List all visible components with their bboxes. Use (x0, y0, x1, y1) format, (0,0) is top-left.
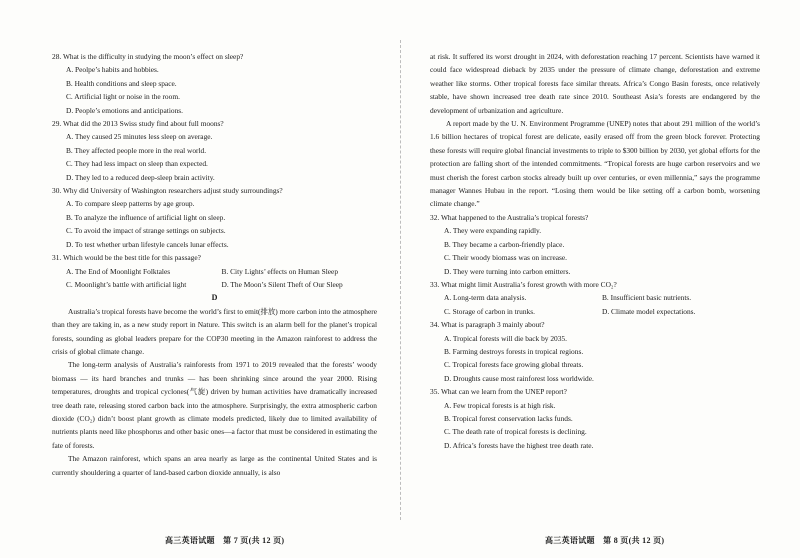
q31-option-d: D. The Moon’s Silent Theft of Our Sleep (221, 279, 343, 289)
q32-option-a: A. They were expanding rapidly. (444, 226, 542, 236)
question-33-stem: 33. What might limit Australia’s forest growth with more CO₂? (430, 279, 617, 289)
q35-option-b: B. Tropical forest conservation lacks funds. (444, 413, 573, 423)
passage-paragraph-1: Australia’s tropical forests have become the world’s first to emit(排放) more carbon into the atmosphere than they are taking in, as a new study report in Nature. This switch is an alarm bell for the planet’s tropical forests, sounding as global leaders prepare for the COP30 meeting in the Amazon rainforest to address the crisis of global climate change. (52, 306, 377, 356)
q31-options-row-1 (66, 265, 377, 278)
q30-option-d: D. To test whether urban lifestyle cancels lunar effects. (66, 239, 229, 249)
q28-option-d: D. People’s emotions and anticipations. (66, 105, 184, 115)
left-page-column (52, 50, 377, 479)
section-heading-d: D (211, 293, 218, 303)
q29-option-b: B. They affected people more in the real world. (66, 145, 207, 155)
passage-paragraph-2: The long-term analysis of Australia’s rainforests from 1971 to 2019 revealed that the forests’ woody biomass — its hard branches and trunks — has been shrinking since around the year 2000. Rising temperatures, droughts and tropical cyclones(气旋) driven by human activities have dramatically increased tree death rate, releasing stored carbon back into the atmosphere. Surprisingly, the extra atmospheric carbon dioxide (CO₂) didn’t boost plant growth as climate models predicted, likely due to limited availability of nutrients plants need like phosphorus and other basic ones—a factor that must be considered in estimating the fate of forests. (52, 360, 377, 450)
q31-option-b: B. City Lights’ effects on Human Sleep (221, 266, 339, 276)
q34-option-b: B. Farming destroys forests in tropical regions. (444, 346, 584, 356)
passage-paragraph-4: A report made by the U. N. Environment Programme (UNEP) notes that about 291 million of the world’s 1.6 billion hectares of tropical forest are delicate, easily erased off from the green block forever. Protecting these forests will require global financial investments to triple to $300 billion by 2030, yet global efforts for the protection are falling short of the intended commitments. “Tropical forests are huge carbon reservoirs and we must cherish the forest carbon stocks already built up over centuries, or even millennia,” says the programme manager Wannes Hubau in the report. “Losing them would be like setting off a carbon bomb, worsening climate change.” (430, 119, 760, 209)
right-page-column (430, 50, 760, 452)
page-footer-left: 高三英语试题 第 7 页(共 12 页) (165, 536, 285, 545)
q28-option-c: C. Artificial light or noise in the room. (66, 92, 180, 102)
question-32-stem: 32. What happened to the Australia’s tropical forests? (430, 212, 589, 222)
question-31-stem: 31. Which would be the best title for this passage? (52, 253, 201, 263)
question-28-stem: 28. What is the difficulty in studying the moon’s effect on sleep? (52, 52, 244, 61)
q28-option-b: B. Health conditions and sleep space. (66, 78, 177, 88)
q34-option-a: A. Tropical forests will die back by 2035. (444, 333, 567, 343)
q33-options-row-2 (444, 305, 760, 318)
q32-option-b: B. They became a carbon-friendly place. (444, 239, 565, 249)
q32-option-d: D. They were turning into carbon emitters. (444, 266, 571, 276)
q31-option-c: C. Moonlight’s battle with artificial light (66, 279, 187, 289)
page-divider (400, 40, 401, 520)
passage-paragraph-3-continued: at risk. It suffered its worst drought in 2024, with deforestation reaching 17 percent. Scientists have warned it could face widespread dieback by 2035 under the pressure of climate change, deforestation and extreme weather like storms. Other tropical forests face similar threats. Africa’s Congo Basin forests, once relatively stable, have shown increased tree death rate since 2010. Southeast Asia’s forests are endangered by the development of urbanization and agriculture. (430, 52, 760, 115)
q33-option-a: A. Long-term data analysis. (444, 293, 527, 303)
q33-options-row-1 (444, 291, 760, 304)
q32-option-c: C. Their woody biomass was on increase. (444, 253, 568, 263)
passage-paragraph-3: The Amazon rainforest, which spans an area nearly as large as the continental United States and is currently shouldering a quarter of land-based carbon dioxide annually, is also (52, 454, 377, 477)
q33-option-b: B. Insufficient basic nutrients. (602, 293, 692, 303)
question-34-stem: 34. What is paragraph 3 mainly about? (430, 320, 545, 330)
q31-option-a: A. The End of Moonlight Folktales (66, 266, 171, 276)
q29-option-a: A. They caused 25 minutes less sleep on average. (66, 132, 213, 142)
q34-option-d: D. Droughts cause most rainforest loss worldwide. (444, 373, 594, 383)
q35-option-d: D. Africa’s forests have the highest tree death rate. (444, 440, 594, 450)
question-29-stem: 29. What did the 2013 Swiss study find about full moons? (52, 119, 224, 129)
q34-option-c: C. Tropical forests face growing global threats. (444, 360, 584, 370)
q30-option-b: B. To analyze the influence of artificial light on sleep. (66, 212, 226, 222)
question-30-stem: 30. Why did University of Washington researchers adjust study surroundings? (52, 186, 283, 196)
q29-option-c: C. They had less impact on sleep than expected. (66, 159, 208, 169)
q35-option-c: C. The death rate of tropical forests is declining. (444, 427, 587, 437)
q33-option-d: D. Climate model expectations. (602, 306, 696, 316)
q35-option-a: A. Few tropical forests is at high risk. (444, 400, 556, 410)
q30-option-c: C. To avoid the impact of strange settings on subjects. (66, 226, 226, 236)
q33-option-c: C. Storage of carbon in trunks. (444, 306, 535, 316)
q31-options-row-2 (66, 278, 377, 291)
page-footer-right: 高三英语试题 第 8 页(共 12 页) (545, 536, 665, 545)
q29-option-d: D. They led to a reduced deep-sleep brain activity. (66, 172, 215, 182)
question-35-stem: 35. What can we learn from the UNEP report? (430, 387, 567, 397)
q30-option-a: A. To compare sleep patterns by age group. (66, 199, 195, 209)
q28-option-a: A. Peolpe’s habits and hobbies. (66, 65, 159, 75)
